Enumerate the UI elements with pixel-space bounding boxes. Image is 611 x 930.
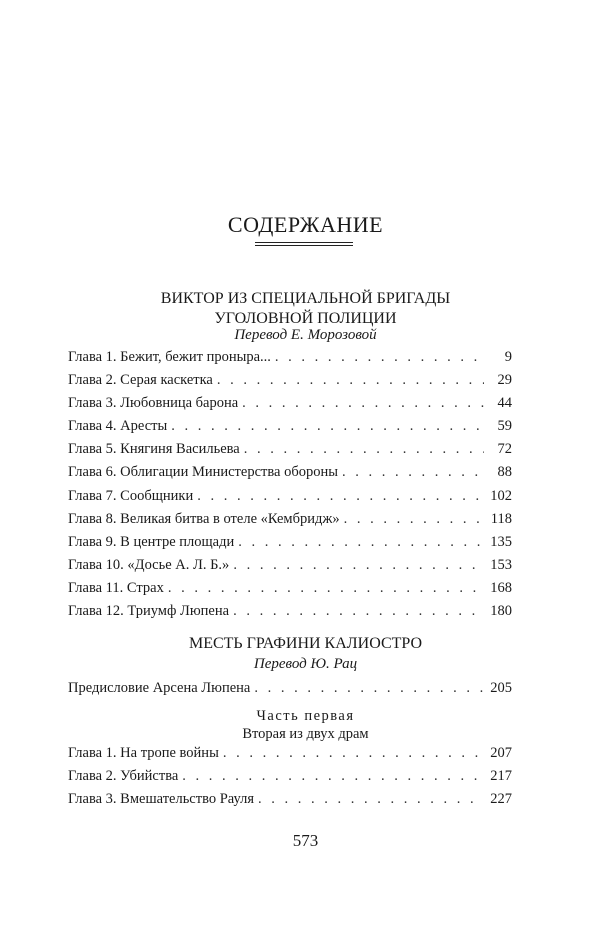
toc-entry-page: 205 [490,680,512,696]
title-underline [255,242,353,246]
section1-toc [68,349,512,626]
part-subtitle: Вторая из двух драм [242,726,369,742]
dot-leader [244,441,484,458]
toc-entry-label: Глава 3. Вмешательство Рауля [68,791,254,808]
dot-leader [197,488,484,505]
section2-title: МЕСТЬ ГРАФИНИ КАЛИОСТРО [188,635,423,652]
toc-entry-label: Глава 7. Сообщники [68,487,194,504]
toc-entry[interactable] [68,603,512,626]
toc-entry-label: Глава 11. Страх [68,579,164,596]
toc-entry[interactable] [68,511,512,534]
toc-entry[interactable] [68,349,512,372]
dot-leader [344,511,484,528]
toc-entry-label: Предисловие Арсена Люпена [68,680,251,696]
toc-entry-label: Глава 12. Триумф Люпена [68,603,230,620]
dot-leader [233,603,484,620]
toc-entry-label: Глава 4. Аресты [68,418,168,435]
dot-leader [242,395,484,412]
toc-entry-page: 118 [490,510,512,527]
toc-entry-page: 102 [490,487,512,504]
toc-entry-page: 29 [497,372,512,389]
toc-entry-page: 135 [490,533,512,550]
toc-entry[interactable] [68,745,512,768]
toc-entry-page: 227 [490,791,512,808]
toc-entry-label: Глава 9. В центре площади [68,533,235,550]
section1-title-line1: ВИКТОР ИЗ СПЕЦИАЛЬНОЙ БРИГАДЫ [160,290,451,307]
dot-leader [223,745,484,762]
toc-entry[interactable] [68,488,512,511]
section2-preface [68,680,512,703]
section2-toc [68,745,512,814]
toc-entry[interactable] [68,580,512,603]
toc-entry[interactable] [68,680,512,703]
toc-entry-label: Глава 1. На тропе войны [68,745,219,761]
toc-entry-label: Глава 6. Облигации Министерства обороны [68,464,338,481]
toc-entry-page: 180 [490,603,512,620]
toc-entry[interactable] [68,768,512,791]
toc-entry[interactable] [68,557,512,580]
toc-entry[interactable] [68,791,512,814]
toc-entry[interactable] [68,395,512,418]
toc-entry[interactable] [68,534,512,557]
dot-leader [171,418,484,435]
toc-entry-page: 207 [490,745,512,761]
toc-entry-label: Глава 1. Бежит, бежит пронырa... [68,349,271,365]
part-title: Часть первая [256,708,355,724]
section2-translator: Перевод Ю. Рац [253,656,358,672]
dot-leader [182,768,484,785]
toc-entry[interactable] [68,418,512,441]
toc-entry-page: 44 [497,395,512,412]
section1-translator: Перевод Е. Морозовой [234,327,377,343]
toc-entry-label: Глава 2. Серая каскетка [68,372,213,389]
toc-entry-label: Глава 10. «Досье А. Л. Б.» [68,556,230,573]
dot-leader [233,557,484,574]
toc-entry-page: 9 [504,349,512,365]
toc-entry-page: 59 [497,418,512,435]
page-number: 573 [292,831,319,850]
toc-entry-label: Глава 8. Великая битва в отеле «Кембридж» [68,510,340,527]
toc-entry-label: Глава 3. Любовница барона [68,395,239,412]
section1-title-line2: УГОЛОВНОЙ ПОЛИЦИИ [214,310,397,327]
toc-entry-page: 88 [497,464,512,481]
toc-entry-label: Глава 5. Княгиня Васильева [68,441,240,458]
dot-leader [238,534,484,551]
toc-entry[interactable] [68,372,512,395]
toc-entry-label: Глава 2. Убийства [68,768,179,785]
dot-leader [254,680,484,697]
toc-entry-page: 72 [497,441,512,458]
toc-entry[interactable] [68,441,512,464]
dot-leader [258,791,484,808]
dot-leader [217,372,484,389]
toc-entry-page: 153 [490,556,512,573]
page-title: СОДЕРЖАНИЕ [227,212,384,237]
toc-entry[interactable] [68,464,512,487]
toc-entry-page: 168 [490,579,512,596]
dot-leader [342,464,484,481]
dot-leader [168,580,484,597]
dot-leader [275,349,484,366]
toc-entry-page: 217 [490,768,512,785]
